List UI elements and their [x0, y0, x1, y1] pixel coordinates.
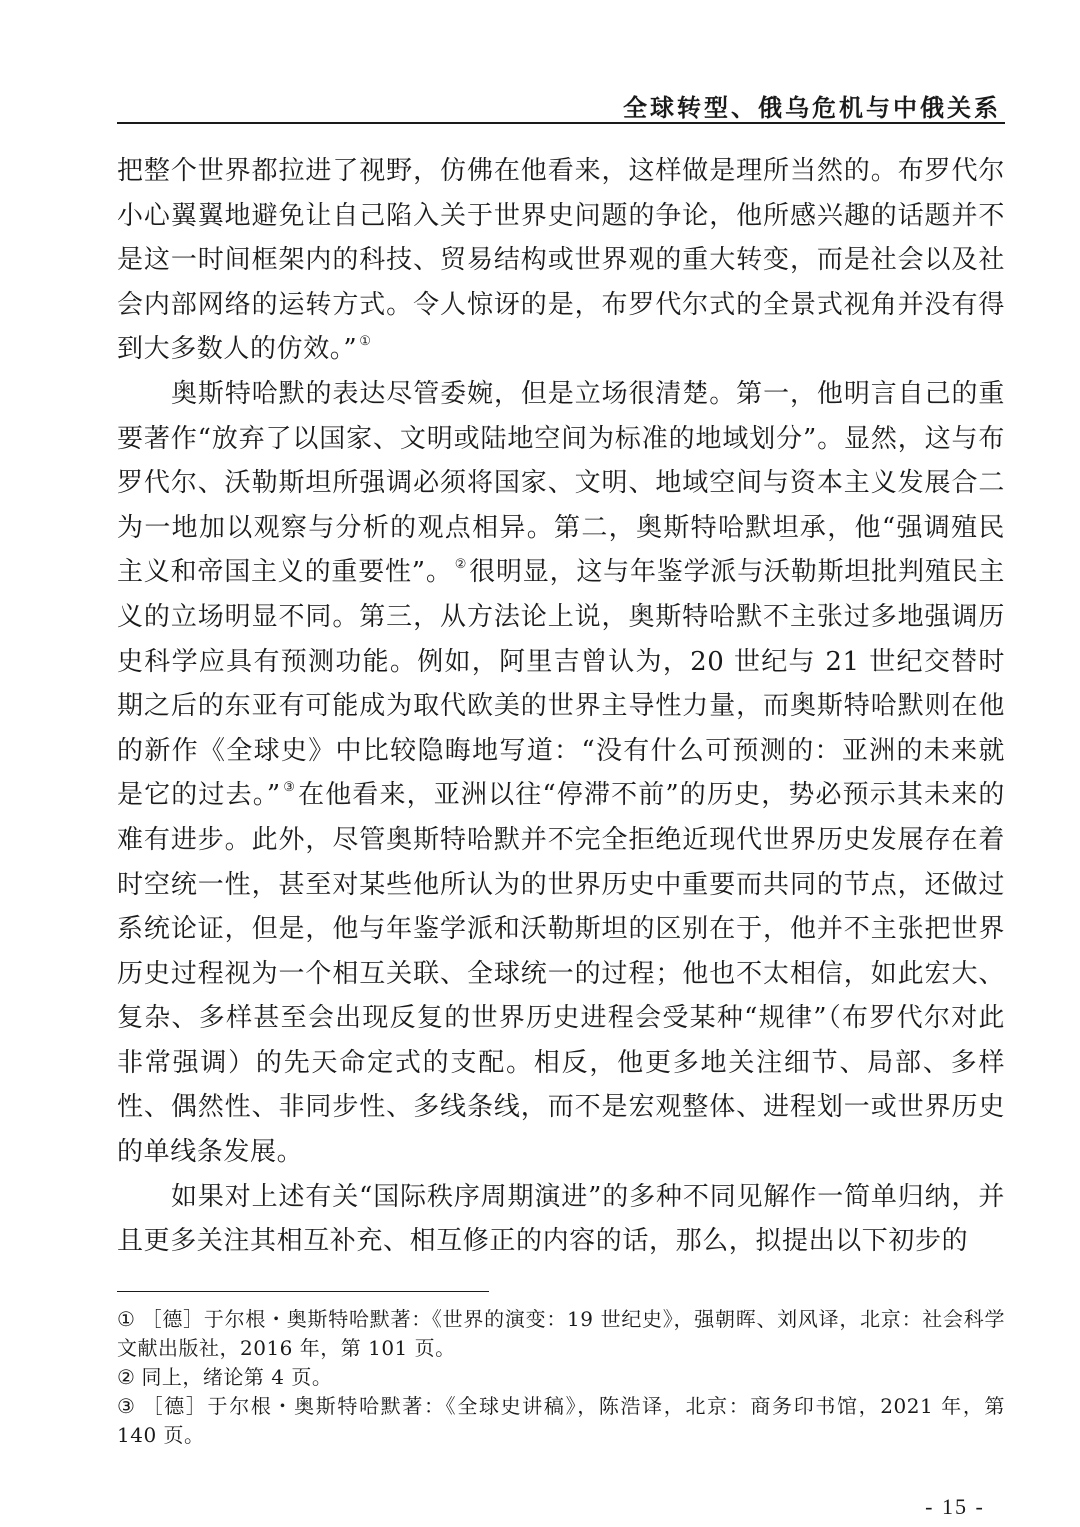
- footnote-rule: [117, 1291, 489, 1292]
- footnote-1-mark: ①: [117, 1307, 136, 1331]
- paragraph-2-part-3: 在他看来，亚洲以往“停滞不前”的历史，势必预示其未来的难有进步。此外，尽管奥斯特哈默并不完全拒绝近现代世界历史发展存在着时空统一性，甚至对某些他所认为的世界历史中重要而共同的节点，还做过系统论证，但是，他与年鉴学派和沃勒斯坦的区别在于，他并不主张把世界历史过程视为一个相互关联、全球统一的过程；他也不太相信，如此宏大、复杂、多样甚至会出现反复的世界历史进程会受某种“规律”（布罗代尔对此非常强调）的先天命定式的支配。相反，他更多地关注细节、局部、多样性、偶然性、非同步性、多线条线，而不是宏观整体、进程划一或世界历史的单线条发展。: [117, 780, 1005, 1168]
- paragraph-3: [117, 1175, 1005, 1264]
- footnote-3-text: ［德］于尔根・奥斯特哈默著：《全球史讲稿》，陈浩译，北京：商务印书馆，2021 年，第 140 页。: [117, 1394, 1005, 1447]
- footnote-ref-3[interactable]: ③: [282, 780, 297, 796]
- body-text: [117, 149, 1005, 1264]
- footnotes: [117, 1305, 1005, 1450]
- footnote-2-text: 同上，绪论第 4 页。: [141, 1365, 333, 1389]
- paragraph-2-part-1: 奥斯特哈默的表达尽管委婉，但是立场很清楚。第一，他明言自己的重要著作“放弃了以国家、文明或陆地空间为标准的地域划分”。显然，这与布罗代尔、沃勒斯坦所强调必须将国家、文明、地域空间与资本主义发展合二为一地加以观察与分析的观点相异。第二，奥斯特哈默坦承，他“强调殖民主义和帝国主义的重要性”。: [117, 378, 1005, 588]
- footnote-ref-2[interactable]: ②: [454, 557, 468, 573]
- footnote-3: [117, 1392, 1005, 1450]
- paragraph-1: [117, 149, 1005, 372]
- footnote-2-mark: ②: [117, 1365, 136, 1389]
- page-number: - 15 -: [925, 1494, 985, 1519]
- paragraph-1-text: 把整个世界都拉进了视野，仿佛在他看来，这样做是理所当然的。布罗代尔小心翼翼地避免让自己陷入关于世界史问题的争论，他所感兴趣的话题并不是这一时间框架内的科技、贸易结构或世界观的重大转变，而是社会以及社会内部网络的运转方式。令人惊讶的是，布罗代尔式的全景式视角并没有得到大多数人的仿效。”: [117, 156, 1005, 365]
- footnote-3-mark: ③: [117, 1394, 137, 1418]
- paragraph-2-part-2: 很明显，这与年鉴学派与沃勒斯坦批判殖民主义的立场明显不同。第三，从方法论上说，奥斯特哈默不主张过多地强调历史科学应具有预测功能。例如，阿里吉曾认为，20 世纪与 21 世纪交替时期之后的东亚有可能成为取代欧美的世界主导性力量，而奥斯特哈默则在他的新作《全球史》中比较隐晦地写道：“没有什么可预测的：亚洲的未来就是它的过去。”: [117, 557, 1005, 811]
- footnote-1: [117, 1305, 1005, 1363]
- footnote-2: [117, 1363, 1005, 1392]
- paragraph-3-text: 如果对上述有关“国际秩序周期演进”的多种不同见解作一简单归纳，并且更多关注其相互补充、相互修正的内容的话，那么，拟提出以下初步的: [117, 1181, 1005, 1257]
- header-rule: [117, 122, 1005, 124]
- paragraph-2: [117, 372, 1005, 1175]
- running-header: 全球转型、俄乌危机与中俄关系: [623, 94, 1001, 122]
- footnote-ref-1[interactable]: ①: [359, 334, 372, 350]
- footnote-1-text: ［德］于尔根・奥斯特哈默著：《世界的演变：19 世纪史》，强朝晖、刘风译，北京：社会科学文献出版社，2016 年，第 101 页。: [117, 1307, 1005, 1360]
